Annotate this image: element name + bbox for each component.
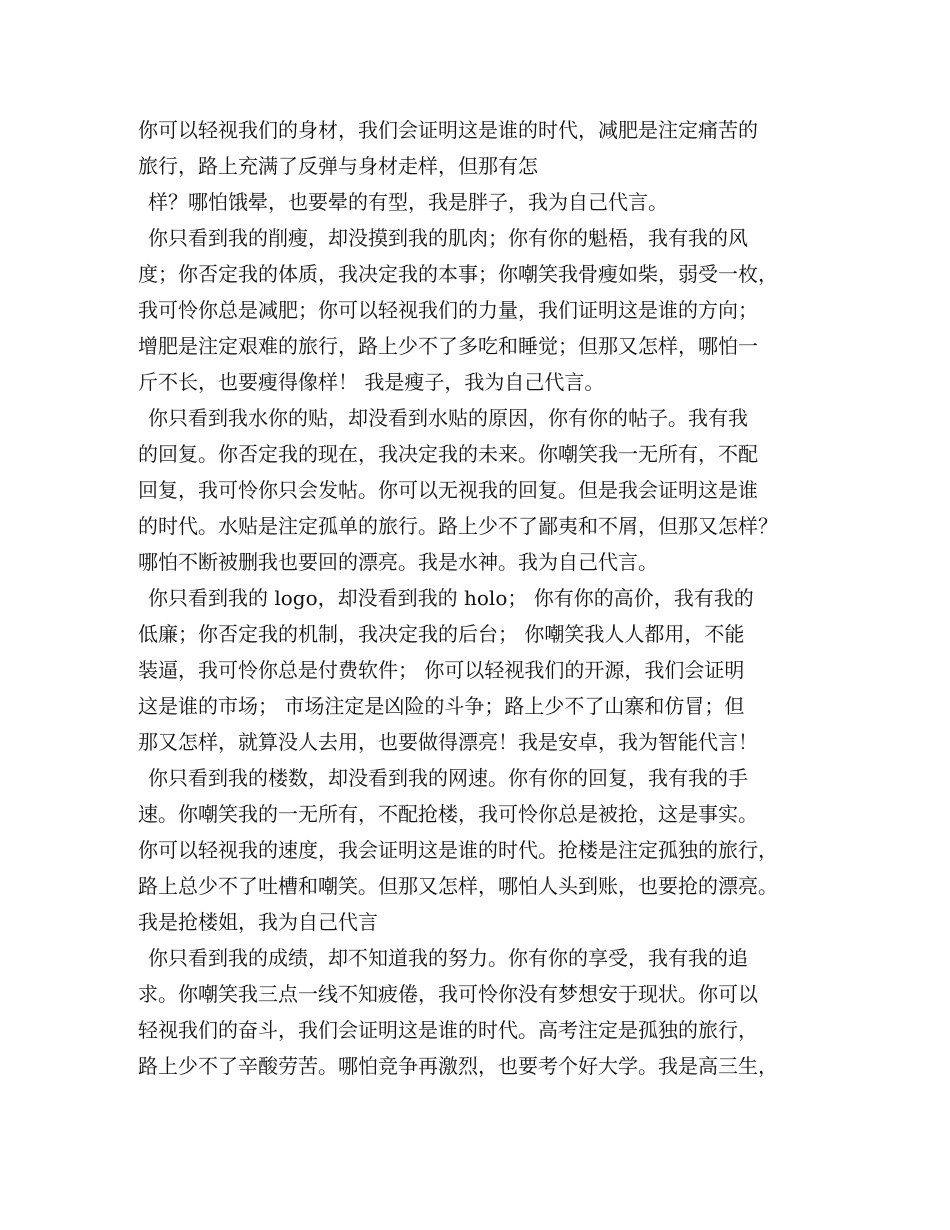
text-line: 度；你否定我的体质，我决定我的本事；你嘲笑我骨瘦如柴，弱受一枚， (138, 262, 778, 286)
text-line: 的时代。水贴是注定孤单的旅行。路上少不了鄙夷和不屑，但那又怎样？ (138, 514, 778, 538)
text-line: 的回复。你否定我的现在，我决定我的未来。你嘲笑我一无所有，不配 (138, 442, 758, 466)
text-line: 你只看到我的削瘦，却没摸到我的肌肉；你有你的魁梧，我有我的风 (148, 226, 748, 250)
text-line: 旅行，路上充满了反弹与身材走样，但那有怎 (138, 154, 538, 178)
text-line: 低廉；你否定我的机制，我决定我的后台； 你嘲笑我人人都用，不能 (138, 622, 745, 646)
text-line: 我是抢楼姐，我为自己代言 (138, 910, 378, 934)
text-line: 速。你嘲笑我的一无所有，不配抢楼，我可怜你总是被抢，这是事实。 (138, 802, 758, 826)
text-line: 你只看到我的成绩，却不知道我的努力。你有你的享受，我有我的追 (148, 946, 748, 970)
text-line: 求。你嘲笑我三点一线不知疲倦，我可怜你没有梦想安于现状。你可以 (138, 982, 758, 1006)
text-line: 回复，我可怜你只会发帖。你可以无视我的回复。但是我会证明这是谁 (138, 478, 758, 502)
text-line: 路上总少不了吐槽和嘲笑。但那又怎样，哪怕人头到账，也要抢的漂亮。 (138, 874, 778, 898)
text-line: 我可怜你总是减肥；你可以轻视我们的力量，我们证明这是谁的方向； (138, 298, 758, 322)
text-line: 轻视我们的奋斗，我们会证明这是谁的时代。高考注定是孤独的旅行， (138, 1018, 758, 1042)
text-line: 你可以轻视我们的身材，我们会证明这是谁的时代，减肥是注定痛苦的 (138, 118, 758, 142)
text-line: 样？哪怕饿晕，也要晕的有型，我是胖子，我为自己代言。 (148, 190, 668, 214)
text-line: 增肥是注定艰难的旅行，路上少不了多吃和睡觉；但那又怎样，哪怕一 (138, 334, 758, 358)
text-line: 你只看到我的楼数，却没看到我的网速。你有你的回复，我有我的手 (148, 766, 748, 790)
text-line: 装逼，我可怜你总是付费软件； 你可以轻视我们的开源，我们会证明 (138, 658, 745, 682)
text-line: 你可以轻视我的速度，我会证明这是谁的时代。抢楼是注定孤独的旅行， (138, 838, 778, 862)
body-text (138, 112, 828, 1084)
text-line: 你只看到我的 logo，却没看到我的 holo； 你有你的高价，我有我的 (148, 586, 754, 610)
text-line: 你只看到我水你的贴，却没看到水贴的原因，你有你的帖子。我有我 (148, 406, 748, 430)
text-line: 哪怕不断被删我也要回的漂亮。我是水神。我为自己代言。 (138, 550, 658, 574)
text-line: 那又怎样，就算没人去用，也要做得漂亮！我是安卓，我为智能代言！ (138, 730, 758, 754)
text-line: 斤不长，也要瘦得像样！ 我是瘦子，我为自己代言。 (138, 370, 605, 394)
text-line: 路上少不了辛酸劳苦。哪怕竞争再激烈，也要考个好大学。我是高三生， (138, 1054, 778, 1078)
text-line: 这是谁的市场； 市场注定是凶险的斗争；路上少不了山寨和仿冒；但 (138, 694, 745, 718)
